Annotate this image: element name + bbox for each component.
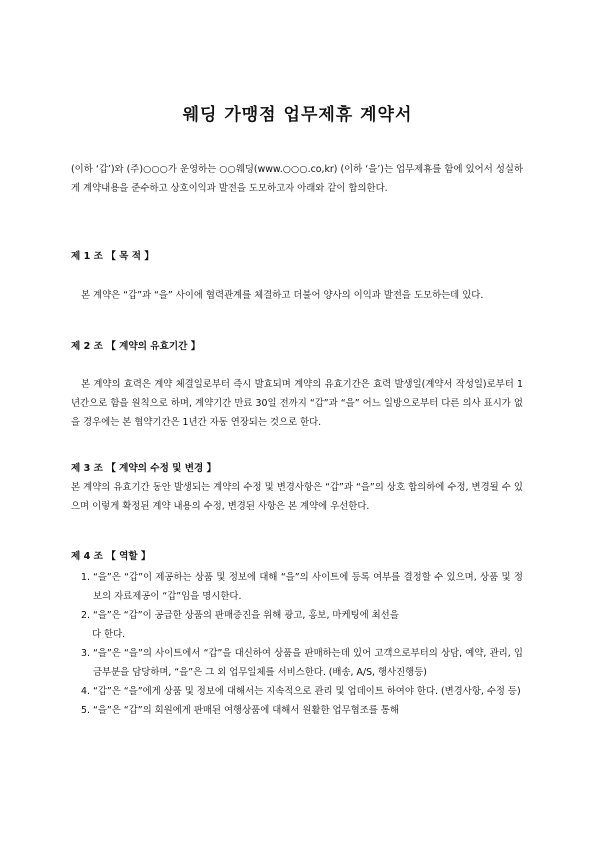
- list-item-number: 2.: [81, 610, 90, 621]
- list-item-number: 4.: [81, 686, 90, 697]
- list-item-number: 5.: [81, 705, 90, 716]
- article-4-heading: 제 4 조 【 역할 】: [71, 551, 151, 562]
- list-item-number: 3.: [81, 648, 90, 659]
- list-item-continuation: 다 한다.: [92, 629, 126, 640]
- list-item-text: “을”은 “갑”이 공급한 상품의 판매증진을 위해 광고, 홍보, 마케팅에 최선을: [93, 610, 399, 621]
- list-item-text: “을”은 “갑”이 제공하는 상품 및 정보에 대해 “을”의 사이트에 등록 여부를 결정할 수 있으며, 상품 및 정보의 자료제공이 “갑”임을 명시한다.: [93, 572, 523, 602]
- document-title: 웨딩 가맹점 업무제휴 계약서: [182, 105, 413, 125]
- article-3-body: 본 계약의 유효기간 동안 발생되는 계약의 수정 및 변경사항은 “갑”과 “을”의 상호 합의하에 수정, 변경될 수 있으며 이렇게 확정된 계약 내용의 수정, 변경된 사항은 본 계약에 우선한다.: [71, 482, 523, 512]
- list-item: [71, 644, 523, 682]
- list-item-text: “갑”은 “을”에게 상품 및 정보에 대해서는 지속적으로 관리 및 업데이트 하여야 한다. (변경사항, 수정 등): [93, 686, 521, 697]
- list-item: [71, 606, 523, 644]
- article-3-heading: 제 3 조 【 계약의 수정 및 변경 】: [71, 463, 217, 474]
- article-2-body: 본 계약의 효력은 계약 체결일로부터 즉시 발효되며 계약의 유효기간은 효력 발생일(계약서 작성일)로부터 1년간으로 함을 원칙으로 하며, 계약기간 만료 30일 전까지 “갑”과 “을” 어느 일방으로부터 다른 의사 표시가 없을 경우에는 본 협약기간은 1년간 자동 연장되는 것으로 한다.: [71, 379, 523, 428]
- list-item-text: “을”은 “을”의 사이트에서 “갑”을 대신하여 상품을 판매하는데 있어 고객으로부터의 상담, 예약, 관리, 입금부분을 담당하며, “을”은 그 외 업무일체를 서비스한다. (배송, A/S, 행사진행등): [93, 648, 523, 678]
- list-item-text: “을”은 “갑”의 회원에게 판매된 여행상품에 대해서 원활한 업무협조를 통해: [93, 705, 399, 716]
- intro-paragraph: (이하 ‘갑’)와 (주)○○○가 운영하는 ○○웨딩(www.○○○.co,kr) (이하 ‘을’)는 업무제휴를 함에 있어서 성실하게 계약내용을 준수하고 상호이익과 발전을 도모하고자 아래와 같이 합의한다.: [71, 164, 523, 194]
- article-2-heading: 제 2 조 【 계약의 유효기간 】: [71, 341, 201, 352]
- article-1-body: 본 계약은 “갑”과 “을” 사이에 협력관계를 체결하고 더불어 양사의 이익과 발전을 도모하는데 있다.: [81, 290, 484, 301]
- list-item: [71, 701, 523, 720]
- list-item-number: 1.: [81, 572, 90, 583]
- article-1-heading: 제 1 조 【 목 적 】: [71, 251, 154, 262]
- role-list: [71, 568, 523, 720]
- list-item: [71, 568, 523, 606]
- list-item: [71, 682, 523, 701]
